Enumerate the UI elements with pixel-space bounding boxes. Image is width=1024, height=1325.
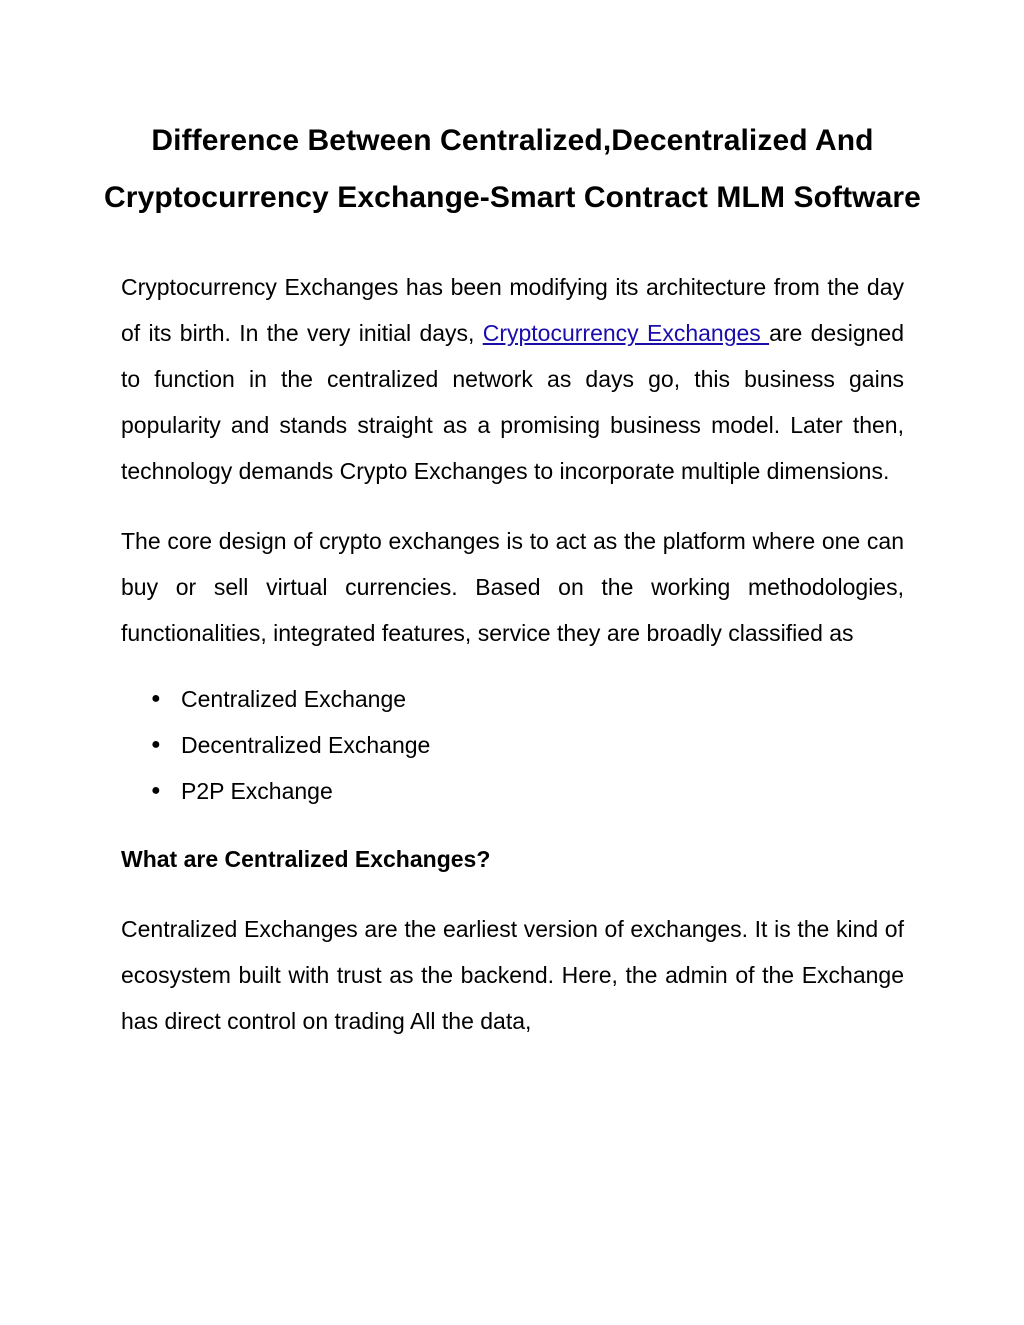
intro-paragraph xyxy=(121,264,904,494)
list-item-label: P2P Exchange xyxy=(181,778,333,804)
intro-text-start: Cryptocurrency Exchanges has been modifying its architecture from the day of its birth. In the very initial days, xyxy=(121,274,904,346)
exchange-types-list xyxy=(121,676,904,814)
list-item-label: Centralized Exchange xyxy=(181,686,407,712)
bullet-icon: ● xyxy=(151,782,161,799)
intro-text-end: are designed to function in the centralized network as days go, this business gains popularity and stands straight as a promising business model. Later then, technology demands Crypto Exchanges to incorporate multiple dimensions. xyxy=(121,320,904,484)
bullet-icon: ● xyxy=(151,690,161,707)
document-title: Difference Between Centralized,Decentralized And Cryptocurrency Exchange-Smart Contract MLM Software xyxy=(104,124,921,214)
list-item-label: Decentralized Exchange xyxy=(181,732,431,758)
list-item xyxy=(121,722,904,768)
core-design-paragraph: The core design of crypto exchanges is to act as the platform where one can buy or sell virtual currencies. Based on the working methodologies, functionalities, integrated features, service they are broadly classified as xyxy=(121,528,904,646)
document-body xyxy=(104,112,921,1044)
section-heading: What are Centralized Exchanges? xyxy=(121,846,491,872)
centralized-exchanges-paragraph: Centralized Exchanges are the earliest version of exchanges. It is the kind of ecosystem built with trust as the backend. Here, the admin of the Exchange has direct control on trading All the data, xyxy=(121,916,904,1034)
bullet-icon: ● xyxy=(151,736,161,753)
list-item xyxy=(121,676,904,722)
list-item xyxy=(121,768,904,814)
cryptocurrency-exchanges-link[interactable]: Cryptocurrency Exchanges xyxy=(482,320,770,346)
